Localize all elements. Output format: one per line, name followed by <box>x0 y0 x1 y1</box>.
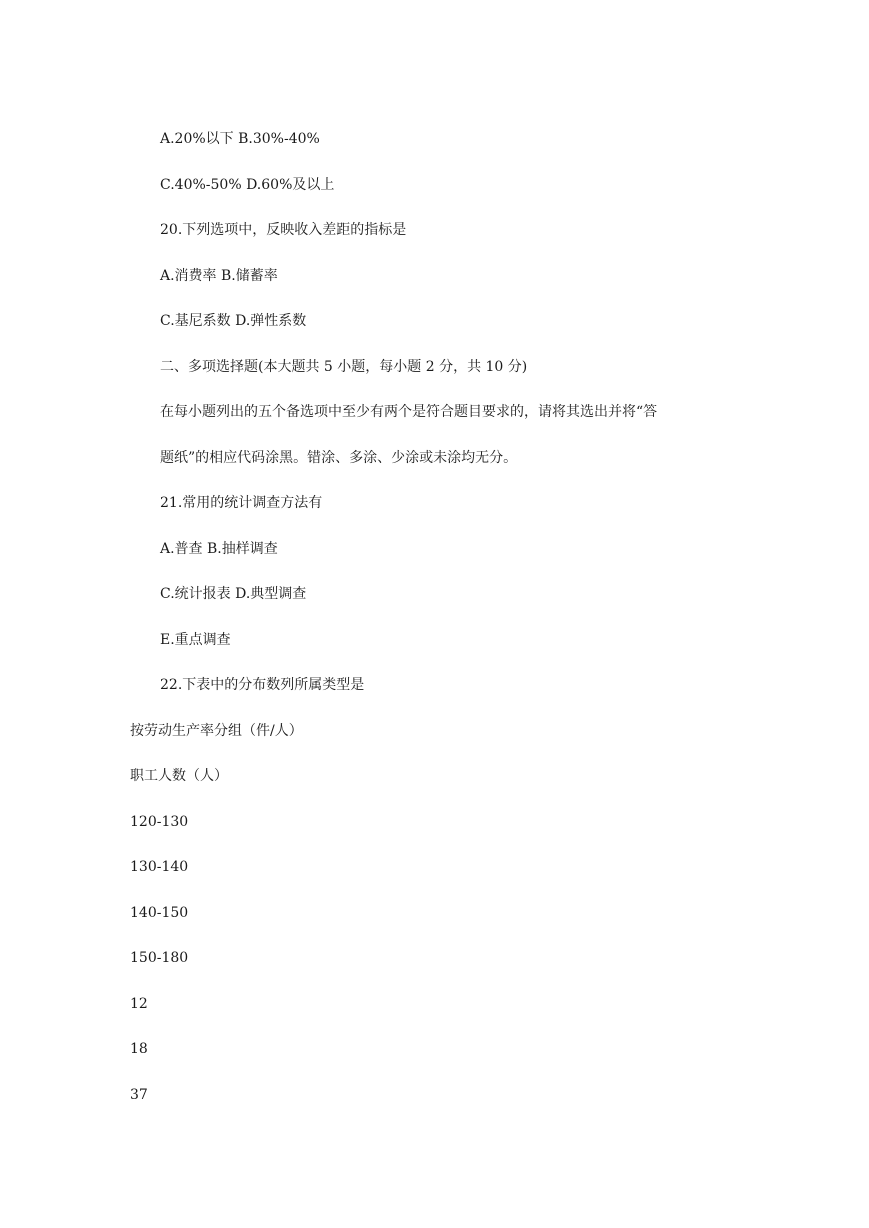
instructions-line-2: 题纸”的相应代码涂黑。错涂、多涂、少涂或未涂均无分。 <box>160 450 518 466</box>
table-cell-group: 120-130 <box>130 814 189 830</box>
q21-option-e: E.重点调查 <box>160 632 231 648</box>
table-header-group: 按劳动生产率分组（件/人） <box>130 723 303 739</box>
q20-options-ab: A.消费率 B.储蓄率 <box>160 268 278 284</box>
table-cell-count: 37 <box>130 1087 148 1103</box>
instructions-line-1: 在每小题列出的五个备选项中至少有两个是符合题目要求的，请将其选出并将“答 <box>160 404 658 420</box>
section-heading: 二、多项选择题(本大题共 5 小题，每小题 2 分，共 10 分) <box>160 359 528 375</box>
table-cell-group: 130-140 <box>130 859 189 875</box>
q21-options-cd: C.统计报表 D.典型调查 <box>160 586 307 602</box>
table-cell-group: 140-150 <box>130 905 189 921</box>
table-cell-count: 12 <box>130 996 148 1012</box>
q19-options-ab: A.20%以下 B.30%-40% <box>160 131 320 147</box>
q20-question: 20.下列选项中，反映收入差距的指标是 <box>160 222 407 238</box>
q19-options-cd: C.40%-50% D.60%及以上 <box>160 177 335 193</box>
q20-options-cd: C.基尼系数 D.弹性系数 <box>160 313 307 329</box>
table-cell-count: 18 <box>130 1041 148 1057</box>
q21-options-ab: A.普查 B.抽样调查 <box>160 541 278 557</box>
q21-question: 21.常用的统计调查方法有 <box>160 495 323 511</box>
q22-question: 22.下表中的分布数列所属类型是 <box>160 677 365 693</box>
table-header-count: 职工人数（人） <box>130 768 228 784</box>
table-cell-group: 150-180 <box>130 950 189 966</box>
